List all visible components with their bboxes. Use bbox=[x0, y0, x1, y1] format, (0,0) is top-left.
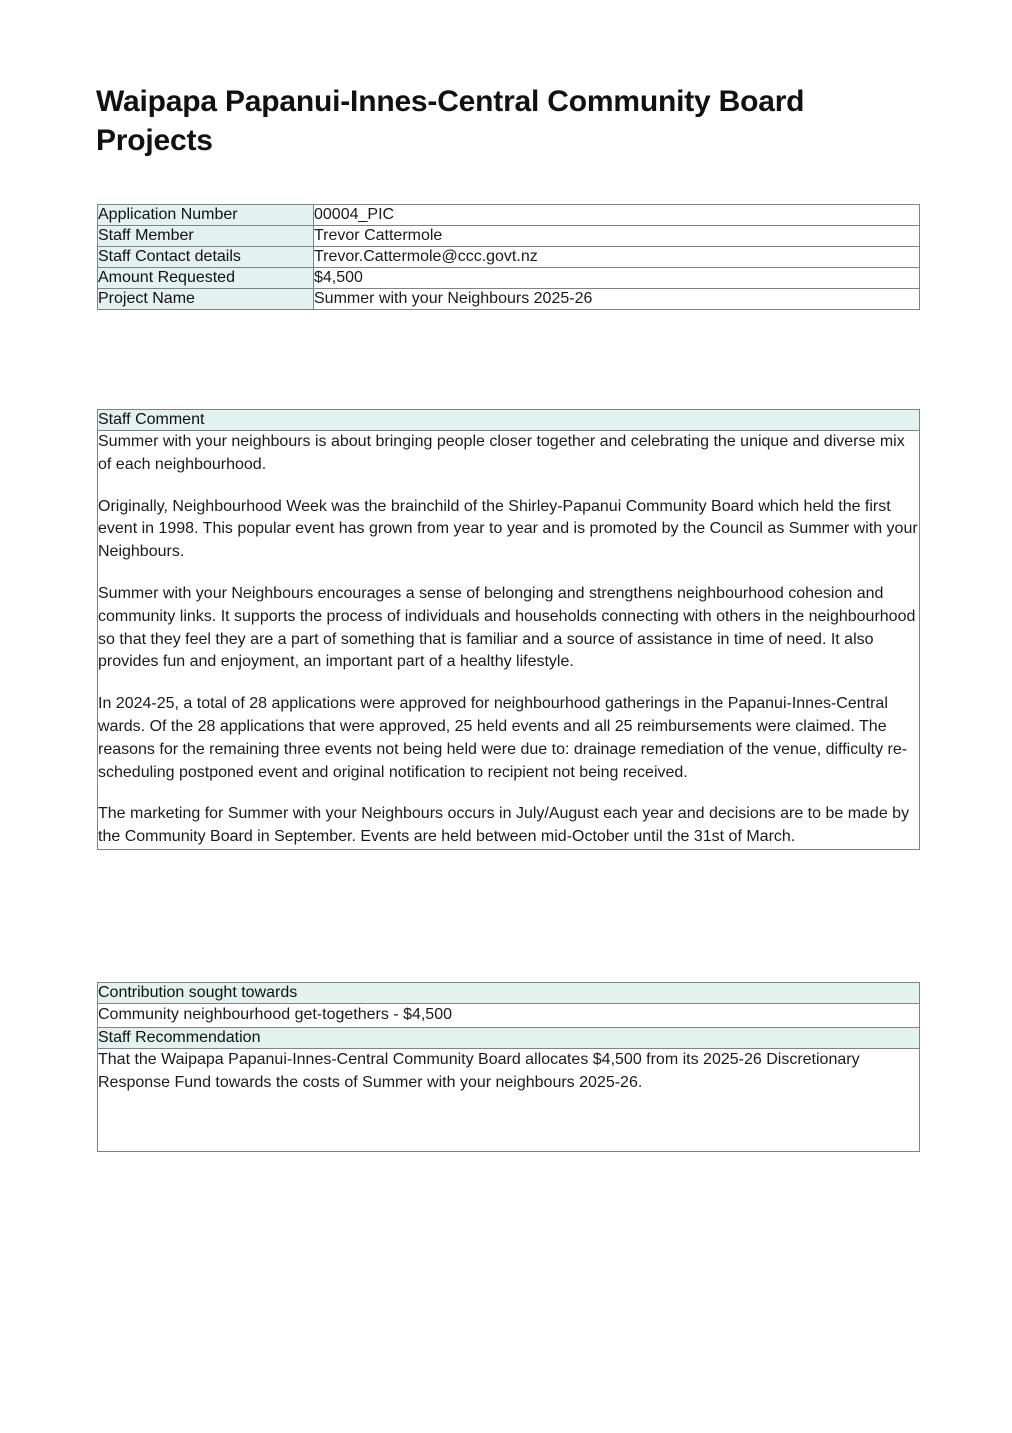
field-label-application-number: Application Number bbox=[98, 205, 314, 226]
staff-comment-table bbox=[97, 409, 920, 850]
application-details-table bbox=[97, 204, 920, 310]
table-row bbox=[98, 1048, 920, 1152]
field-label-project-name: Project Name bbox=[98, 289, 314, 310]
contribution-text: Community neighbourhood get-togethers - $4,500 bbox=[98, 1006, 452, 1023]
table-row bbox=[98, 983, 920, 1004]
staff-recommendation-heading: Staff Recommendation bbox=[98, 1027, 920, 1048]
staff-comment-paragraph: Originally, Neighbourhood Week was the brainchild of the Shirley-Papanui Community Board which held the first event in 1998. This popular event has grown from year to year and is promoted by the Council as Summer with your Neighbours. bbox=[98, 497, 918, 561]
contribution-heading: Contribution sought towards bbox=[98, 983, 920, 1004]
staff-comment-paragraph: Summer with your Neighbours encourages a sense of belonging and strengthens neighbourhood cohesion and community links. It supports the process of individuals and households connecting with others in the neighbourhood so that they feel they are a part of something that is familiar and a source of assistance in time of need. It also provides fun and enjoyment, an important part of a healthy lifestyle. bbox=[98, 584, 916, 671]
staff-comment-paragraph: In 2024-25, a total of 28 applications were approved for neighbourhood gatherings in the Papanui-Innes-Central wards. Of the 28 applications that were approved, 25 held events and all 25 reimbursements were claimed. The reasons for the remaining three events not being held were due to: drainage remediation of the venue, difficulty re-scheduling postponed event and original notification to recipient not being received. bbox=[98, 695, 908, 781]
field-value-application-number: 00004_PIC bbox=[314, 205, 920, 226]
field-label-amount-requested: Amount Requested bbox=[98, 268, 314, 289]
table-row bbox=[98, 1004, 920, 1028]
field-value-project-name: Summer with your Neighbours 2025-26 bbox=[314, 289, 920, 310]
field-value-staff-member: Trevor Cattermole bbox=[314, 226, 920, 247]
field-value-staff-contact-details: Trevor.Cattermole@ccc.govt.nz bbox=[314, 247, 920, 268]
staff-recommendation-text-cell bbox=[98, 1048, 920, 1152]
staff-comment-heading: Staff Comment bbox=[98, 410, 920, 431]
contribution-recommendation-table bbox=[97, 982, 920, 1152]
staff-comment-paragraph: The marketing for Summer with your Neighbours occurs in July/August each year and decisions are to be made by the Community Board in September. Events are held between mid-October until the 31st of March. bbox=[98, 805, 910, 846]
application-details-body bbox=[98, 205, 920, 310]
table-row bbox=[98, 226, 920, 247]
staff-comment-paragraph: Summer with your neighbours is about bringing people closer together and celebrating the unique and diverse mix of each neighbourhood. bbox=[98, 433, 905, 473]
contribution-recommendation-body bbox=[98, 983, 920, 1152]
staff-comment-body bbox=[98, 410, 920, 850]
page-title: Waipapa Papanui-Innes-Central Community Board Projects bbox=[96, 85, 805, 157]
table-row bbox=[98, 205, 920, 226]
field-label-staff-contact-details: Staff Contact details bbox=[98, 247, 314, 268]
table-row bbox=[98, 247, 920, 268]
table-row bbox=[98, 289, 920, 310]
table-row bbox=[98, 1027, 920, 1048]
table-row bbox=[98, 431, 920, 850]
field-label-staff-member: Staff Member bbox=[98, 226, 314, 247]
field-value-amount-requested: $4,500 bbox=[314, 268, 920, 289]
table-row bbox=[98, 410, 920, 431]
staff-comment-text bbox=[98, 431, 920, 850]
table-row bbox=[98, 268, 920, 289]
staff-recommendation-text: That the Waipapa Papanui-Innes-Central Community Board allocates $4,500 from its 2025-26 Discretionary Response Fund towards the costs of Summer with your neighbours 2025-26. bbox=[98, 1050, 860, 1091]
contribution-text-cell bbox=[98, 1004, 920, 1028]
